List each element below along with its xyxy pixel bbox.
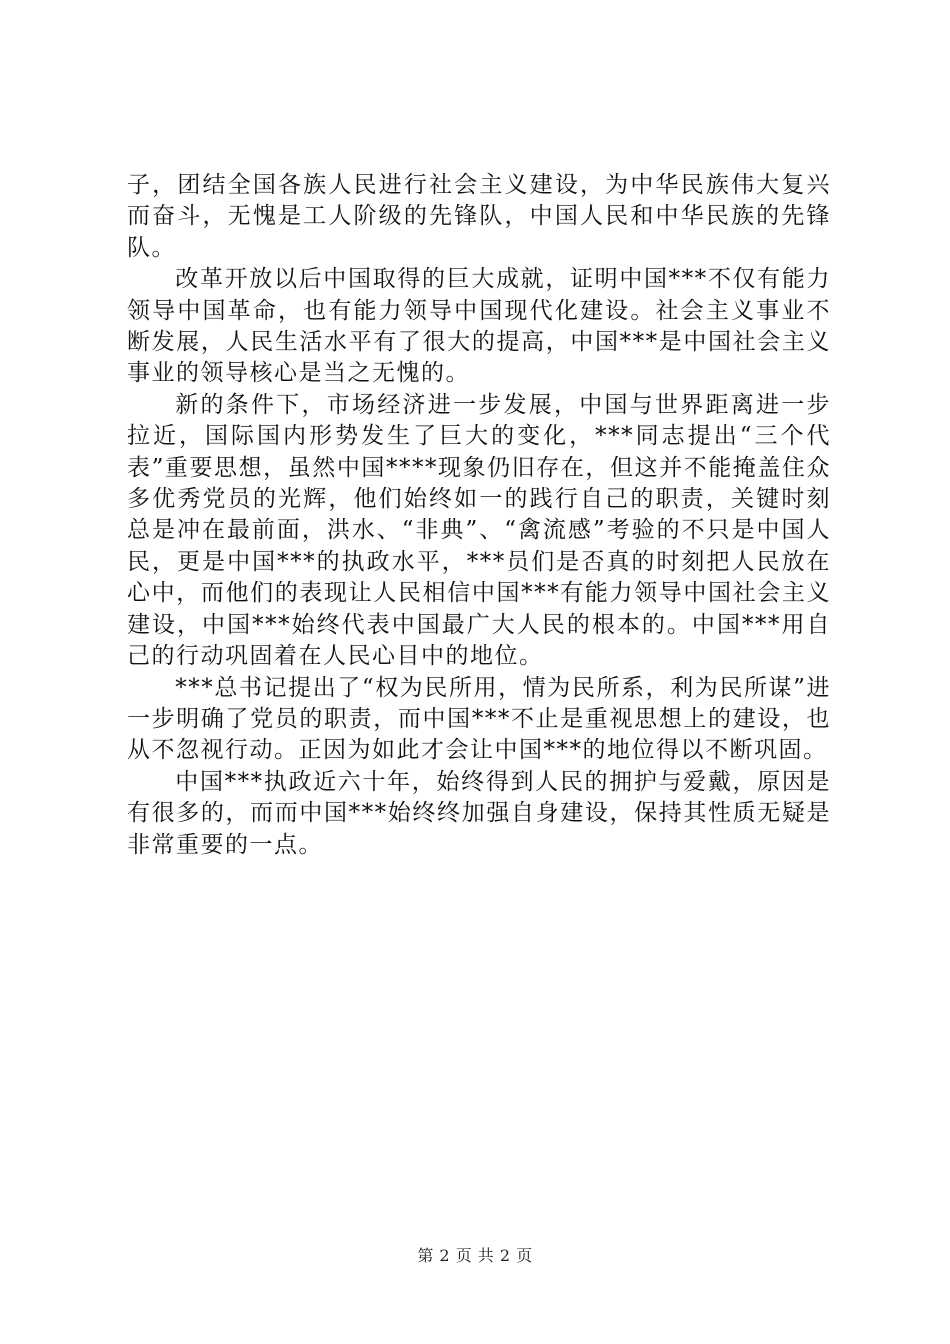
page-number-footer: 第 2 页 共 2 页 [417, 1246, 533, 1265]
paragraph-continuation: 子，团结全国各族人民进行社会主义建设，为中华民族伟大复兴而奋斗，无愧是工人阶级的先锋队，中国人民和中华民族的先锋队。 [127, 172, 831, 261]
paragraph-new-conditions: 新的条件下，市场经济进一步发展，中国与世界距离进一步拉近，国际国内形势发生了巨大的变化，***同志提出“三个代表”重要思想，虽然中国****现象仍旧存在，但这并不能掩盖住众多优秀党员的光辉，他们始终如一的践行自己的职责，关键时刻总是冲在最前面，洪水、“非典”、“禽流感”考验的不只是中国人民，更是中国***的执政水平，***员们是否真的时刻把人民放在心中，而他们的表现让人民相信中国***有能力领导中国社会主义建设，中国***始终代表中国最广大人民的根本的。中国***用自己的行动巩固着在人民心目中的地位。 [127, 391, 831, 670]
document-body [127, 170, 831, 861]
paragraph-general-secretary: ***总书记提出了“权为民所用，情为民所系，利为民所谋”进一步明确了党员的职责，而中国***不止是重视思想上的建设，也从不忽视行动。正因为如此才会让中国***的地位得以不断巩固。 [127, 674, 831, 764]
paragraph-reform-opening: 改革开放以后中国取得的巨大成就，证明中国***不仅有能力领导中国革命，也有能力领导中国现代化建设。社会主义事业不断发展，人民生活水平有了很大的提高，中国***是中国社会主义事业的领导核心是当之无愧的。 [127, 266, 831, 387]
paragraph-conclusion: 中国***执政近六十年，始终得到人民的拥护与爱戴，原因是有很多的，而而中国***始终终加强自身建设，保持其性质无疑是非常重要的一点。 [127, 768, 831, 858]
